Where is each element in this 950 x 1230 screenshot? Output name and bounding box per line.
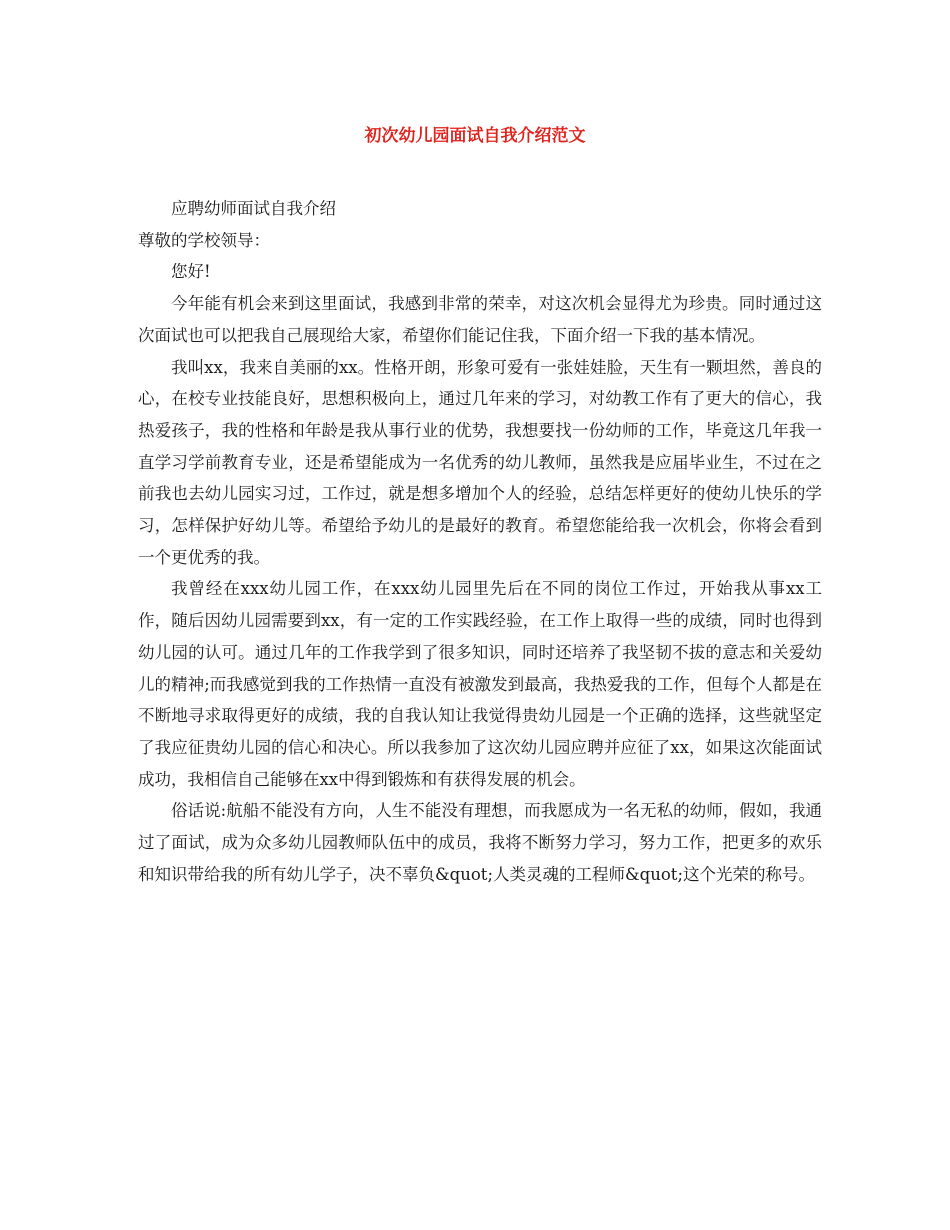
paragraph-personal: 我叫xx，我来自美丽的xx。性格开朗，形象可爱有一张娃娃脸，天生有一颗坦然，善良的心，在校专业技能良好，思想积极向上，通过几年来的学习，对幼教工作有了更大的信心，我热爱孩子，我的性格和年龄是我从事行业的优势，我想要找一份幼师的工作，毕竟这几年我一直学习学前教育专业，还是希望能成为一名优秀的幼儿教师，虽然我是应届毕业生，不过在之前我也去幼儿园实习过，工作过，就是想多增加个人的经验，总结怎样更好的使幼儿快乐的学习，怎样保护好幼儿等。希望给予幼儿的是最好的教育。希望您能给我一次机会，你将会看到一个更优秀的我。 (138, 357, 822, 567)
paragraph-intro: 今年能有机会来到这里面试，我感到非常的荣幸，对这次机会显得尤为珍贵。同时通过这次面试也可以把我自己展现给大家，希望你们能记住我，下面介绍一下我的基本情况。 (138, 294, 822, 345)
paragraph-experience: 我曾经在xxx幼儿园工作，在xxx幼儿园里先后在不同的岗位工作过，开始我从事xx工作，随后因幼儿园需要到xx，有一定的工作实践经验，在工作上取得一些的成绩，同时也得到幼儿园的认可。通过几年的工作我学到了很多知识，同时还培养了我坚韧不拔的意志和关爱幼儿的精神;而我感觉到我的工作热情一直没有被激发到最高，我热爱我的工作，但每个人都是在不断地寻求取得更好的成绩，我的自我认知让我觉得贵幼儿园是一个正确的选择，这些就坚定了我应征贵幼儿园的信心和决心。所以我参加了这次幼儿园应聘并应征了xx，如果这次能面试成功，我相信自己能够在xx中得到锻炼和有获得发展的机会。 (138, 579, 822, 789)
paragraph-greeting: 您好! (171, 262, 211, 282)
paragraph-closing: 俗话说:航船不能没有方向，人生不能没有理想，而我愿成为一名无私的幼师，假如，我通过了面试，成为众多幼儿园教师队伍中的成员，我将不断努力学习，努力工作，把更多的欢乐和知识带给我的所有幼儿学子，决不辜负&quot;人类灵魂的工程师&quot;这个光荣的称号。 (138, 801, 822, 884)
document-body (138, 193, 822, 890)
paragraph-heading: 应聘幼师面试自我介绍 (171, 199, 336, 218)
document-title: 初次幼儿园面试自我介绍范文 (364, 126, 586, 146)
paragraph-salutation: 尊敬的学校领导： (138, 230, 270, 250)
